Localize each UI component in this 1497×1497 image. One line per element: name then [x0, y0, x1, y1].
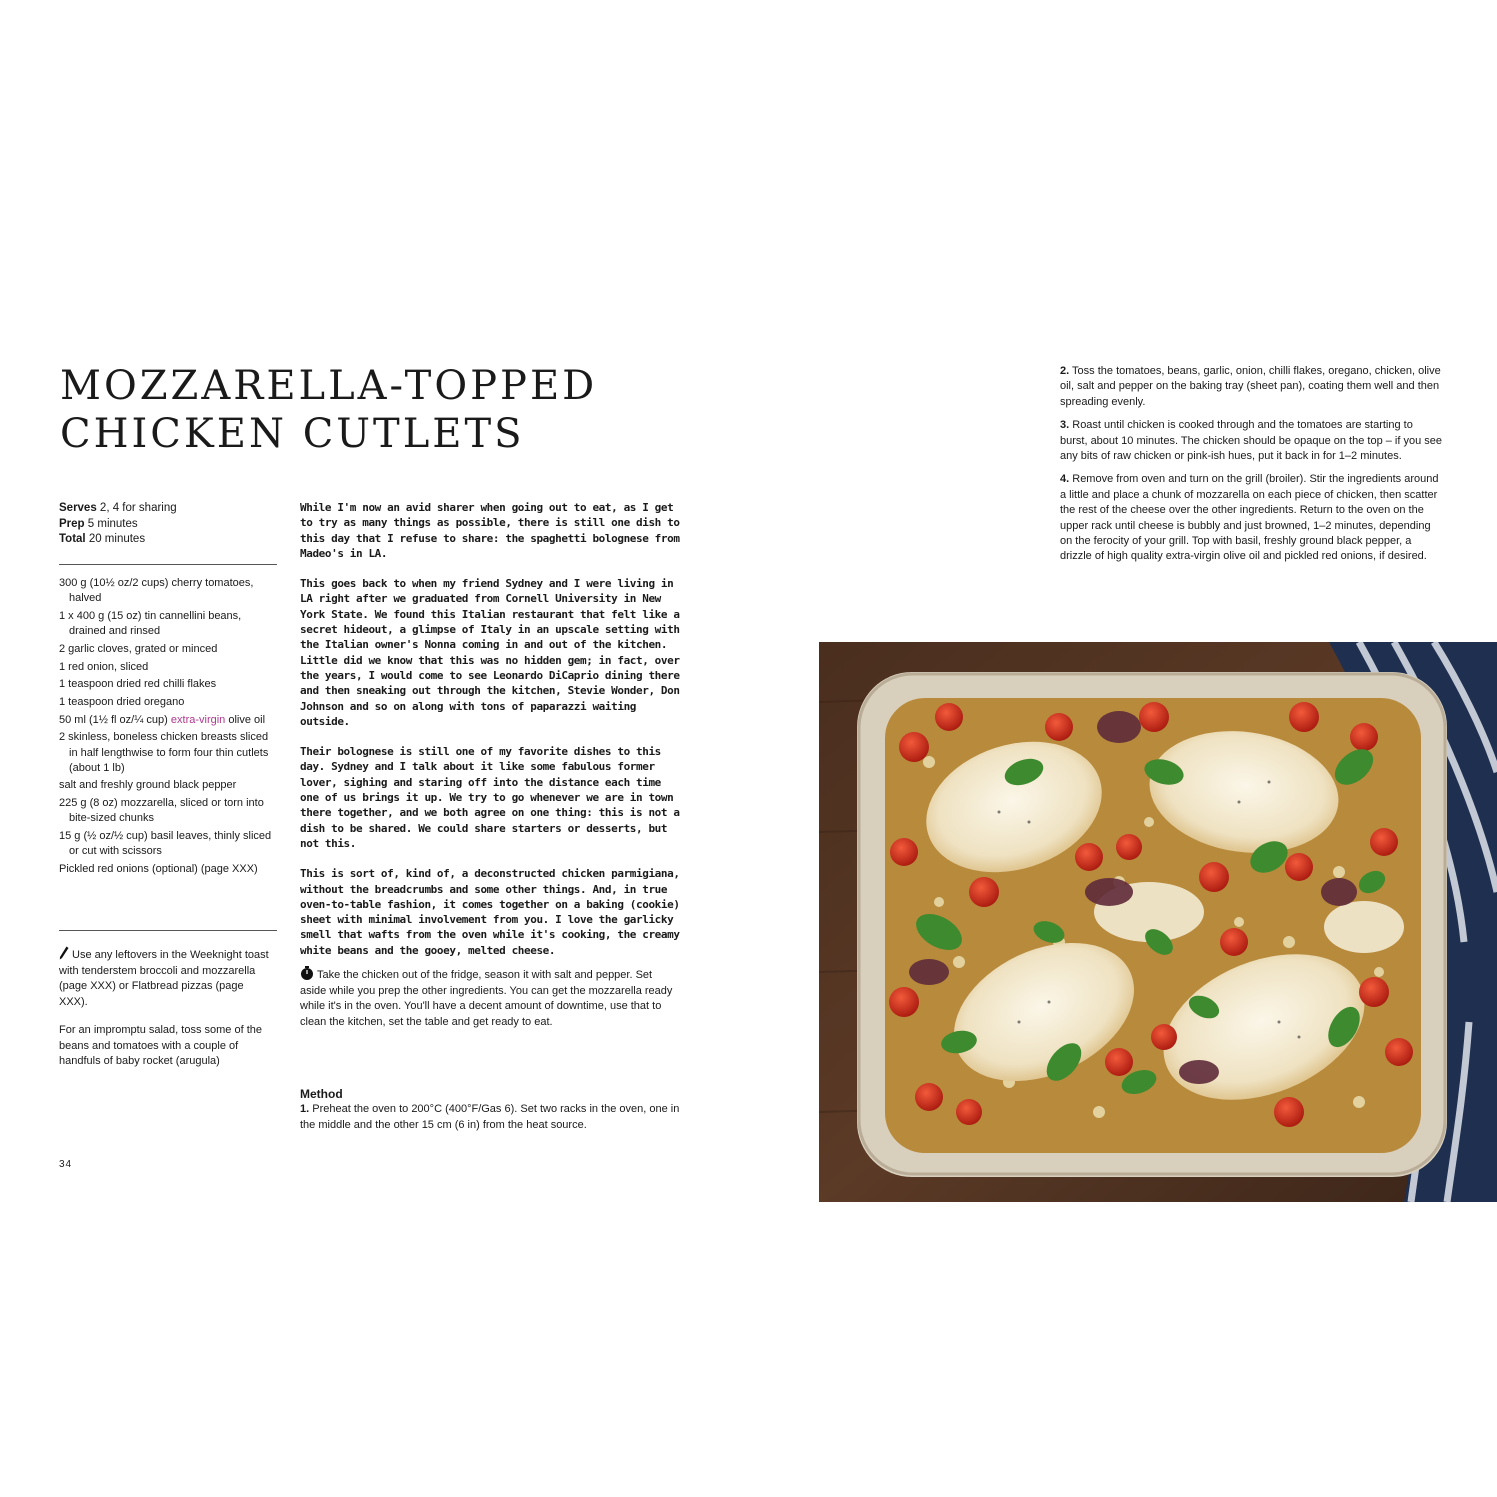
intro-paragraph: Their bolognese is still one of my favorite dishes to this day. Sydney and I talk about it like some fabulous former lover, sighing and staring off into the distance each time one of us brings it up. We try to go whenever we are in town there together, and we both agree on one thing: this is not a dish to be shared. We could share starters or desserts, but not this. — [300, 745, 680, 850]
ingredient-item: 300 g (10½ oz/2 cups) cherry tomatoes, halved — [59, 577, 254, 605]
total-value: 20 minutes — [85, 533, 146, 545]
ingredient-item: 1 teaspoon dried oregano — [59, 695, 185, 708]
ingredient-item: 1 teaspoon dried red chilli flakes — [59, 678, 217, 691]
ingredient-item: 15 g (½ oz/½ cup) basil leaves, thinly sliced or cut with scissors — [59, 830, 272, 858]
method-steps-continued — [1060, 364, 1442, 573]
divider — [59, 930, 277, 931]
step-number: 2. — [1060, 365, 1070, 377]
tip-leftovers-text: Use any leftovers in the Weeknight toast with tenderstem broccoli and mozzarella (page XXX) or Flatbread pizzas (page XXX). — [59, 949, 269, 1008]
method-step — [1060, 418, 1442, 464]
page-number: 34 — [59, 1159, 73, 1170]
method-section — [300, 1086, 680, 1133]
recipe-title-line1: MOZZARELLA-TOPPED — [60, 363, 598, 409]
ingredient-item-oil — [59, 713, 277, 728]
prep-note — [300, 966, 680, 1030]
method-step — [1060, 364, 1442, 410]
tips — [59, 946, 271, 1083]
ingredient-item: Pickled red onions (optional) (page XXX) — [59, 862, 258, 875]
oil-suffix: olive oil — [225, 713, 266, 726]
recipe-title-line2: CHICKEN CUTLETS — [60, 411, 525, 457]
pencil-icon — [59, 946, 69, 960]
step-number: 1. — [300, 1103, 310, 1115]
total-line — [59, 532, 279, 548]
ingredients-list — [59, 576, 277, 880]
ingredient-item: 1 red onion, sliced — [59, 660, 149, 673]
ingredient-item: 1 x 400 g (15 oz) tin cannellini beans, drained and rinsed — [59, 609, 242, 638]
intro-paragraph: While I'm now an avid sharer when going out to eat, as I get to try as many things as possible, there is still one dish to this day that I refuse to share: the spaghetti bolognese from Madeo's in LA. — [300, 501, 680, 560]
prep-note-text: Take the chicken out of the fridge, season it with salt and pepper. Set aside while you prep the other ingredients. You can get the mozzarella ready while it's in the oven. You'll have a decent amount of downtime, use that to clean the kitchen, set the table and get ready to eat. — [300, 969, 673, 1028]
step-text: Preheat the oven to 200°C (400°F/Gas 6). Set two racks in the oven, one in the middle and the other 15 cm (6 in) from the heat source. — [300, 1103, 680, 1131]
prep-line — [59, 517, 279, 533]
step-text: Toss the tomatoes, beans, garlic, onion, chilli flakes, oregano, chicken, olive oil, salt and pepper on the baking tray (sheet pan), coating them well and then spreading evenly. — [1060, 365, 1441, 408]
total-label: Total — [59, 533, 86, 545]
method-step — [1060, 472, 1442, 564]
method-step — [300, 1102, 680, 1133]
serves-value: 2, 4 for sharing — [96, 502, 177, 514]
step-number: 3. — [1060, 419, 1070, 432]
serves-line — [59, 501, 279, 517]
tip-leftovers — [59, 946, 271, 1010]
recipe-title — [60, 362, 620, 458]
timer-icon — [300, 966, 314, 980]
divider — [59, 564, 277, 565]
serves-label: Serves — [59, 502, 97, 514]
ingredient-item: salt and freshly ground black pepper — [59, 779, 237, 792]
ingredient-item: 2 skinless, boneless chicken breasts sliced in half lengthwise to form four thin cutlets (about 1 lb) — [59, 731, 269, 774]
step-number: 4. — [1060, 473, 1070, 486]
recipe-meta — [59, 501, 279, 548]
oil-prefix: 50 ml (1½ fl oz/¼ cup) — [59, 713, 171, 726]
prep-value: 5 minutes — [84, 517, 138, 530]
ingredient-item: 225 g (8 oz) mozzarella, sliced or torn into bite-sized chunks — [59, 797, 264, 825]
intro-text — [300, 500, 682, 973]
step-text: Remove from oven and turn on the grill (broiler). Stir the ingredients around a little and place a chunk of mozzarella on each piece of chicken, then scatter the rest of the cheese over the other ingredients. Return to the oven on the upper rack until cheese is bubbly and just browned, 1–2 minutes, depending on the ferocity of your grill. Top with basil, freshly ground black pepper, a drizzle of high quality extra-virgin olive oil and pickled red onions, if desired. — [1060, 473, 1439, 563]
dish-photo — [819, 642, 1497, 1202]
oil-accent: extra-virgin — [170, 713, 226, 726]
tip-salad: For an impromptu salad, toss some of the beans and tomatoes with a couple of handfuls of baby rocket (arugula) — [59, 1024, 262, 1067]
prep-label: Prep — [59, 517, 85, 530]
method-heading: Method — [300, 1087, 343, 1101]
intro-paragraph: This goes back to when my friend Sydney and I were living in LA right after we graduated from Cornell University in New York State. We found this Italian restaurant that felt like a secret hideout, a glimpse of Italy in an upscale setting with the Italian owner's Nonna coming in and out of the kitchen. Little did we know that this was no hidden gem; in fact, over the years, I would come to see Leonardo DiCaprio dining there and then sneaking out through the kitchen, Stevie Wonder, Don Johnson and so on along with tons of paparazzi waiting outside. — [300, 577, 680, 728]
step-text: Roast until chicken is cooked through and the tomatoes are starting to burst, about 10 minutes. The chicken should be opaque on the top – if you see any bits of raw chicken or pink-ish hues, put it back in for 1–2 minutes. — [1060, 419, 1443, 463]
intro-paragraph: This is sort of, kind of, a deconstructed chicken parmigiana, without the breadcrumbs and some other things. And, in true oven-to-table fashion, it comes together on a baking (cookie) sheet with minimal involvement from you. I love the garlicky smell that wafts from the oven while it's cooking, the creamy white beans and the gooey, melted cheese. — [300, 867, 680, 957]
ingredient-item: 2 garlic cloves, grated or minced — [59, 642, 218, 655]
